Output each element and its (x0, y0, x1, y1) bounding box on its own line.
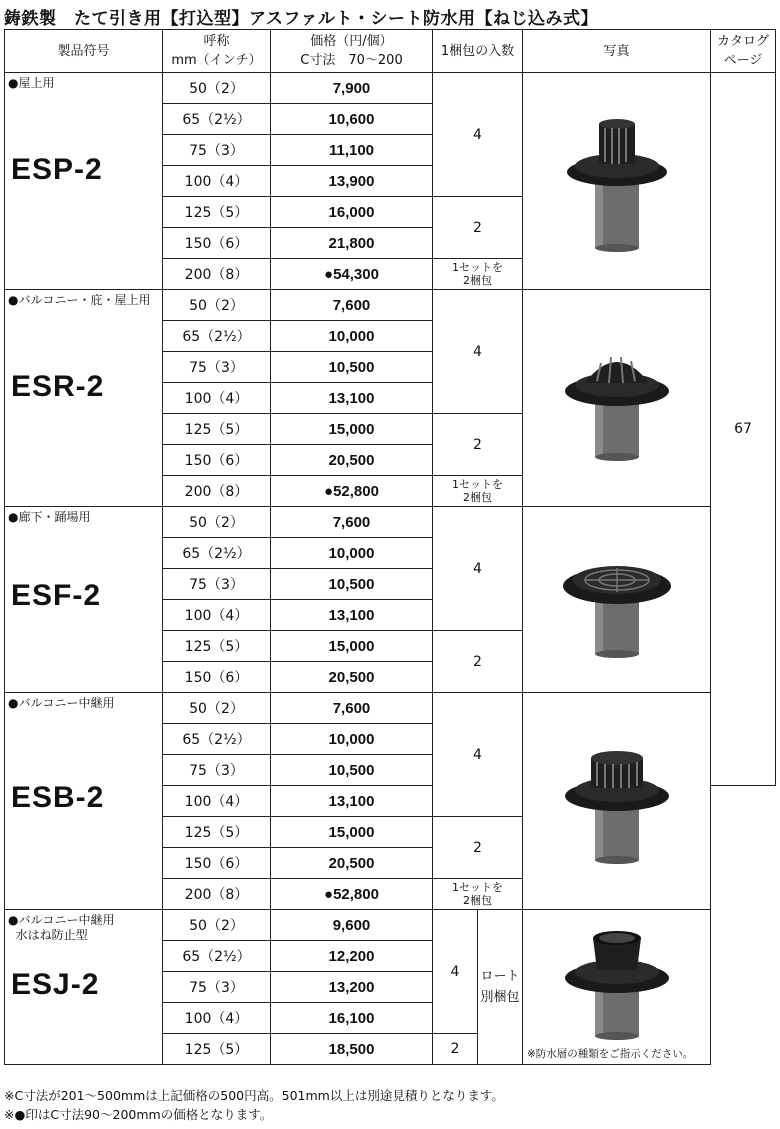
footnote: ※C寸法が201〜500mmは上記価格の500円高。501mm以上は別途見積りとなります。 (4, 1088, 504, 1103)
size-cell: 150（6） (163, 228, 271, 259)
size-cell: 75（3） (163, 569, 271, 600)
size-cell: 65（2½） (163, 104, 271, 135)
product-cell-esb (5, 693, 163, 910)
price-cell: 20,500 (271, 662, 433, 693)
product-cell-esj (5, 910, 163, 1065)
size-cell: 100（4） (163, 166, 271, 197)
table-row (5, 73, 776, 104)
product-use: ●バルコニー・庇・屋上用 (8, 293, 151, 307)
qty-cell: 4 (433, 290, 523, 414)
table-row (5, 693, 776, 724)
photo-note: ※防水層の種類をご指示ください。 (527, 1048, 694, 1060)
size-cell: 125（5） (163, 197, 271, 228)
qty-cell: 2 (433, 817, 523, 879)
size-cell: 75（3） (163, 972, 271, 1003)
drain-splash-guard-icon (557, 920, 677, 1040)
size-cell: 50（2） (163, 507, 271, 538)
product-photo (523, 910, 711, 1065)
price-cell: 21,800 (271, 228, 433, 259)
drain-flat-grate-icon (557, 540, 677, 660)
size-cell: 150（6） (163, 848, 271, 879)
header-qty: 1梱包の入数 (433, 30, 523, 73)
size-cell: 200（8） (163, 879, 271, 910)
size-cell: 65（2½） (163, 724, 271, 755)
price-cell: 13,900 (271, 166, 433, 197)
price-cell: 15,000 (271, 631, 433, 662)
product-code: ESB-2 (11, 781, 105, 814)
set-note: 1セットを 2梱包 (433, 879, 523, 910)
price-cell: 10,500 (271, 569, 433, 600)
price-cell: 10,600 (271, 104, 433, 135)
price-table (4, 29, 776, 1065)
size-cell: 150（6） (163, 662, 271, 693)
product-photo (523, 73, 711, 290)
table-row (5, 507, 776, 538)
product-code: ESR-2 (11, 370, 105, 403)
header-size: 呼称 mm（インチ） (163, 30, 271, 73)
price-cell: 10,000 (271, 724, 433, 755)
size-cell: 100（4） (163, 383, 271, 414)
qty-cell: 2 (433, 631, 523, 693)
price-cell: ●54,300 (271, 259, 433, 290)
price-cell: 9,600 (271, 910, 433, 941)
qty-cell: 4 (433, 693, 523, 817)
qty-cell: 4 (433, 507, 523, 631)
price-cell: 7,600 (271, 693, 433, 724)
size-cell: 125（5） (163, 414, 271, 445)
header-catalog: カタログ ページ (711, 30, 776, 73)
catalog-page: 67 (711, 73, 776, 786)
size-cell: 200（8） (163, 476, 271, 507)
price-cell: 13,100 (271, 600, 433, 631)
price-cell: 11,100 (271, 135, 433, 166)
size-cell: 125（5） (163, 817, 271, 848)
qty-cell: 2 (433, 1034, 478, 1065)
size-cell: 125（5） (163, 1034, 271, 1065)
header-price: 価格（円/個） C寸法 70〜200 (271, 30, 433, 73)
product-cell-esr (5, 290, 163, 507)
size-cell: 100（4） (163, 786, 271, 817)
table-row (5, 290, 776, 321)
qty-cell: 4 (433, 910, 478, 1034)
funnel-separate-pack: ロート 別梱包 (478, 910, 523, 1065)
price-cell: 13,100 (271, 383, 433, 414)
product-use: ●屋上用 (8, 76, 55, 90)
drain-cage-strainer-icon (557, 736, 677, 866)
price-cell: 12,200 (271, 941, 433, 972)
size-cell: 100（4） (163, 1003, 271, 1034)
size-cell: 75（3） (163, 352, 271, 383)
size-cell: 75（3） (163, 135, 271, 166)
drain-strainer-dome-icon (557, 106, 677, 256)
price-cell: ●52,800 (271, 879, 433, 910)
price-cell: 20,500 (271, 848, 433, 879)
product-use: ●廊下・踊場用 (8, 510, 91, 524)
qty-cell: 2 (433, 414, 523, 476)
price-cell: 7,900 (271, 73, 433, 104)
set-note: 1セットを 2梱包 (433, 476, 523, 507)
product-code: ESP-2 (11, 153, 103, 186)
product-cell-esf (5, 507, 163, 693)
product-cell-esp (5, 73, 163, 290)
header-row (5, 30, 776, 73)
page-title: 鋳鉄製 たて引き用【打込型】アスファルト・シート防水用【ねじ込み式】 (4, 9, 598, 29)
header-product: 製品符号 (5, 30, 163, 73)
price-cell: 16,100 (271, 1003, 433, 1034)
price-cell: 7,600 (271, 507, 433, 538)
size-cell: 100（4） (163, 600, 271, 631)
product-use: ●バルコニー中継用 (8, 696, 115, 710)
product-code: ESF-2 (11, 579, 102, 612)
price-cell: 10,500 (271, 352, 433, 383)
qty-cell: 4 (433, 73, 523, 197)
product-photo (523, 507, 711, 693)
size-cell: 65（2½） (163, 321, 271, 352)
product-code: ESJ-2 (11, 968, 100, 1001)
product-photo (523, 693, 711, 910)
product-photo (523, 290, 711, 507)
size-cell: 150（6） (163, 445, 271, 476)
price-cell: 18,500 (271, 1034, 433, 1065)
size-cell: 65（2½） (163, 941, 271, 972)
size-cell: 65（2½） (163, 538, 271, 569)
price-cell: ●52,800 (271, 476, 433, 507)
size-cell: 50（2） (163, 693, 271, 724)
price-cell: 15,000 (271, 817, 433, 848)
price-cell: 13,200 (271, 972, 433, 1003)
qty-cell: 2 (433, 197, 523, 259)
size-cell: 50（2） (163, 910, 271, 941)
price-cell: 10,000 (271, 321, 433, 352)
set-note: 1セットを 2梱包 (433, 259, 523, 290)
price-cell: 15,000 (271, 414, 433, 445)
footnote: ※●印はC寸法90〜200mmの価格となります。 (4, 1107, 273, 1122)
size-cell: 50（2） (163, 290, 271, 321)
drain-low-dome-icon (557, 333, 677, 463)
product-use: ●バルコニー中継用 水はね防止型 (8, 913, 115, 942)
size-cell: 200（8） (163, 259, 271, 290)
price-cell: 7,600 (271, 290, 433, 321)
table-row (5, 910, 776, 941)
price-cell: 13,100 (271, 786, 433, 817)
price-cell: 10,000 (271, 538, 433, 569)
price-cell: 20,500 (271, 445, 433, 476)
header-photo: 写真 (523, 30, 711, 73)
price-cell: 10,500 (271, 755, 433, 786)
size-cell: 125（5） (163, 631, 271, 662)
size-cell: 75（3） (163, 755, 271, 786)
size-cell: 50（2） (163, 73, 271, 104)
price-cell: 16,000 (271, 197, 433, 228)
